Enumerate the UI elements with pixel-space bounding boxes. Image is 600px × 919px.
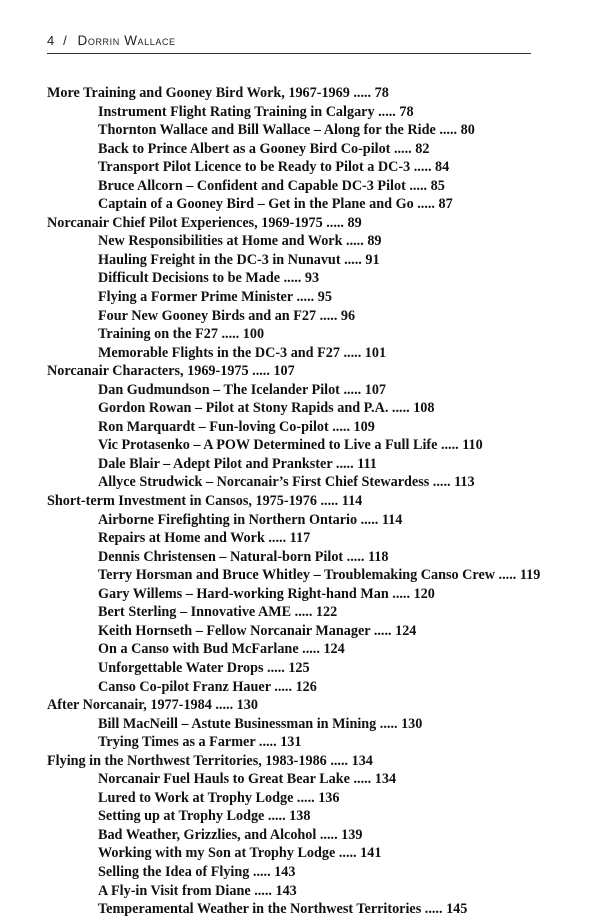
- toc-section: Instrument Flight Rating Training in Calgary ..... 78: [98, 103, 414, 120]
- toc-section: Gary Willems – Hard-working Right-hand Man ..... 120: [98, 585, 435, 602]
- toc-section: Ron Marquardt – Fun-loving Co-pilot ..... 109: [98, 418, 375, 435]
- toc-section: Back to Prince Albert as a Gooney Bird Co-pilot ..... 82: [98, 140, 430, 157]
- toc-section: Airborne Firefighting in Northern Ontario ..... 114: [98, 511, 403, 528]
- toc-section: Bill MacNeill – Astute Businessman in Mining ..... 130: [98, 715, 423, 732]
- toc-section: Unforgettable Water Drops ..... 125: [98, 659, 310, 676]
- header-separator: /: [63, 33, 68, 48]
- toc-section: Selling the Idea of Flying ..... 143: [98, 863, 296, 880]
- toc-section: Repairs at Home and Work ..... 117: [98, 530, 311, 547]
- toc-section: Captain of a Gooney Bird – Get in the Plane and Go ..... 87: [98, 196, 453, 213]
- toc-section: A Fly-in Visit from Diane ..... 143: [98, 882, 297, 899]
- toc-section: Difficult Decisions to be Made ..... 93: [98, 270, 320, 287]
- toc-chapter: More Training and Gooney Bird Work, 1967-1969 ..... 78: [47, 85, 389, 101]
- toc-section: Four New Gooney Birds and an F27 ..... 96: [98, 307, 356, 324]
- toc-section: Memorable Flights in the DC-3 and F27 ..... 101: [98, 344, 387, 361]
- toc-chapter: Norcanair Characters, 1969-1975 ..... 107: [47, 363, 295, 380]
- running-header: [47, 34, 531, 54]
- toc-section: Dan Gudmundson – The Icelander Pilot ..... 107: [98, 381, 387, 398]
- toc-section: Lured to Work at Trophy Lodge ..... 136: [98, 789, 340, 806]
- toc-section: On a Canso with Bud McFarlane ..... 124: [98, 641, 345, 658]
- toc-section: Flying a Former Prime Minister ..... 95: [98, 289, 332, 306]
- toc-section: Canso Co-pilot Franz Hauer ..... 126: [98, 678, 317, 695]
- toc-section: Hauling Freight in the DC-3 in Nunavut ..... 91: [98, 251, 380, 268]
- toc-section: Temperamental Weather in the Northwest Territories ..... 145: [98, 901, 468, 918]
- author-name: Dorrin Wallace: [77, 33, 176, 48]
- toc-section: New Responsibilities at Home and Work ..... 89: [98, 233, 382, 250]
- toc-section: Transport Pilot Licence to be Ready to Pilot a DC-3 ..... 84: [98, 159, 450, 176]
- toc-section: Dale Blair – Adept Pilot and Prankster ..... 111: [98, 455, 377, 472]
- table-of-contents: [47, 84, 567, 919]
- toc-section: Bruce Allcorn – Confident and Capable DC-3 Pilot ..... 85: [98, 177, 445, 194]
- toc-section: Gordon Rowan – Pilot at Stony Rapids and P.A. ..... 108: [98, 400, 435, 417]
- toc-section: Setting up at Trophy Lodge ..... 138: [98, 808, 311, 825]
- toc-section: Norcanair Fuel Hauls to Great Bear Lake ..... 134: [98, 771, 397, 788]
- toc-section: Terry Horsman and Bruce Whitley – Troublemaking Canso Crew ..... 119: [98, 567, 541, 584]
- toc-section: Trying Times as a Farmer ..... 131: [98, 734, 302, 751]
- toc-section: Dennis Christensen – Natural-born Pilot ..... 118: [98, 548, 389, 565]
- toc-chapter: Norcanair Chief Pilot Experiences, 1969-1975 ..... 89: [47, 214, 362, 231]
- toc-chapter: Flying in the Northwest Territories, 1983-1986 ..... 134: [47, 752, 373, 769]
- toc-section: Vic Protasenko – A POW Determined to Live a Full Life ..... 110: [98, 437, 483, 454]
- toc-section: Bad Weather, Grizzlies, and Alcohol ..... 139: [98, 826, 363, 843]
- toc-section: Keith Hornseth – Fellow Norcanair Manager ..... 124: [98, 622, 417, 639]
- toc-section: Working with my Son at Trophy Lodge ..... 141: [98, 845, 382, 862]
- toc-section: Training on the F27 ..... 100: [98, 326, 265, 343]
- page-number: 4: [47, 33, 55, 48]
- toc-chapter: Short-term Investment in Cansos, 1975-1976 ..... 114: [47, 493, 363, 510]
- toc-chapter: After Norcanair, 1977-1984 ..... 130: [47, 697, 258, 714]
- toc-section: Thornton Wallace and Bill Wallace – Along for the Ride ..... 80: [98, 122, 475, 139]
- toc-section: Bert Sterling – Innovative AME ..... 122: [98, 604, 338, 621]
- toc-section: Allyce Strudwick – Norcanair’s First Chief Stewardess ..... 113: [98, 474, 475, 491]
